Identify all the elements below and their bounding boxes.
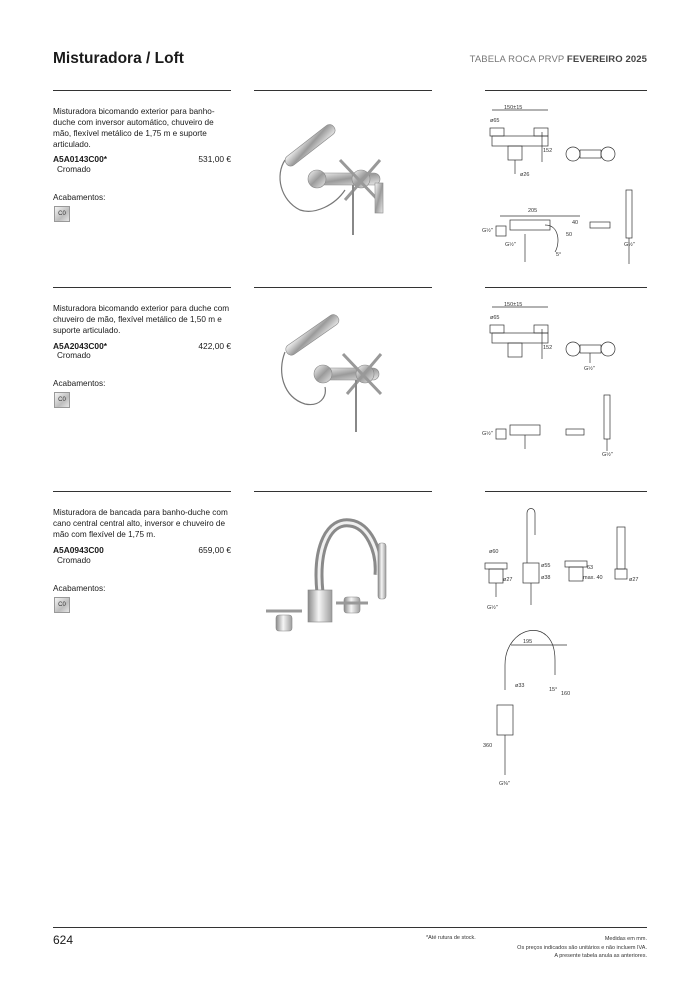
footer-note: A presente tabela anula as anteriores.: [554, 953, 647, 959]
product-price: 422,00 €: [198, 341, 231, 351]
product-code: A5A0143C00*: [53, 154, 108, 164]
dim-label: 152: [543, 148, 553, 154]
dim-label: 160: [561, 691, 571, 697]
product-finish: Cromado: [57, 351, 91, 360]
dim-label: G⅜": [499, 781, 510, 787]
finishes-label: Acabamentos:: [53, 584, 106, 593]
product-description: Misturadora bicomando exterior para duche com chuveiro de mão, flexível metálico de 1,50 m e suporte articulado.: [53, 304, 230, 335]
footer-note: Os preços indicados são unitários e não incluem IVA.: [517, 944, 647, 951]
product-finish: Cromado: [57, 556, 91, 565]
dim-label: ø27: [503, 577, 513, 583]
dim-label: ø33: [515, 683, 525, 689]
dim-label: ø65: [490, 118, 500, 124]
divider: [485, 287, 647, 288]
dim-label: ø55: [541, 563, 551, 569]
dim-label: 205: [528, 208, 538, 214]
product-code: A5A2043C00*: [53, 341, 108, 351]
divider: [254, 90, 432, 91]
product-code: A5A0943C00: [53, 545, 104, 555]
finish-swatch-chrome: C0: [54, 392, 70, 408]
dim-label: 40: [572, 220, 579, 226]
technical-drawing: [480, 104, 650, 274]
divider: [254, 287, 432, 288]
price-table-label: TABELA ROCA PRVP: [469, 54, 565, 65]
technical-drawing: [475, 505, 655, 795]
finish-swatch-chrome: C0: [54, 597, 70, 613]
finishes-label: Acabamentos:: [53, 379, 106, 388]
product-photo-deck-mixer: [260, 515, 420, 645]
dim-label: 5°: [556, 252, 562, 258]
dim-label: ø27: [629, 577, 639, 583]
divider: [53, 287, 231, 288]
divider: [485, 90, 647, 91]
dim-label: 150±15: [504, 302, 523, 308]
dim-label: G½": [584, 366, 595, 372]
dim-label: G½": [624, 242, 635, 248]
product-photo-bath-mixer: [255, 105, 415, 245]
dim-label: 195: [523, 639, 533, 645]
dim-label: 152: [543, 345, 553, 351]
dim-label: G½": [505, 242, 516, 248]
dim-label: 15°: [549, 687, 558, 693]
dim-label: ø65: [490, 315, 500, 321]
dim-label: ø60: [489, 549, 499, 555]
technical-drawing: [480, 301, 650, 471]
product-finish: Cromado: [57, 165, 91, 174]
product-price: 531,00 €: [198, 154, 231, 164]
dim-label: G½": [482, 431, 493, 437]
footer-divider: [53, 927, 647, 928]
dim-label: 63: [587, 565, 594, 571]
product-description: Misturadora de bancada para banho-duche com cano central central alto, inversor e chuveiro de mão com flexível de 1,75 m.: [53, 508, 228, 539]
divider: [485, 491, 647, 492]
finish-swatch-chrome: C0: [54, 206, 70, 222]
dim-label: G½": [487, 605, 498, 611]
divider: [53, 90, 231, 91]
stock-footnote: *Até rutura de stock.: [426, 935, 476, 941]
footer-notes: [517, 935, 647, 961]
dim-label: ø26: [520, 172, 530, 178]
divider: [254, 491, 432, 492]
product-description: Misturadora bicomando exterior para banho-duche com inversor automático, chuveiro de mão, flexível metálico de 1,75 m e suporte articulado.: [53, 107, 215, 149]
dim-label: ø38: [541, 575, 551, 581]
product-price: 659,00 €: [198, 545, 231, 555]
dim-label: 150±15: [504, 105, 523, 111]
divider: [53, 491, 231, 492]
finishes-label: Acabamentos:: [53, 193, 106, 202]
dim-label: G½": [482, 228, 493, 234]
page-title: Misturadora / Loft: [53, 50, 184, 67]
page-number: 624: [53, 933, 74, 947]
product-photo-shower-mixer: [255, 302, 415, 442]
footer-note: Medidas em mm.: [604, 936, 647, 942]
dim-label: G½": [602, 452, 613, 458]
dim-label: 50: [566, 232, 573, 238]
dim-label: max. 40: [583, 575, 603, 581]
price-table-date: FEVEREIRO 2025: [566, 54, 647, 65]
price-table-header: [470, 54, 647, 65]
dim-label: 360: [483, 743, 493, 749]
